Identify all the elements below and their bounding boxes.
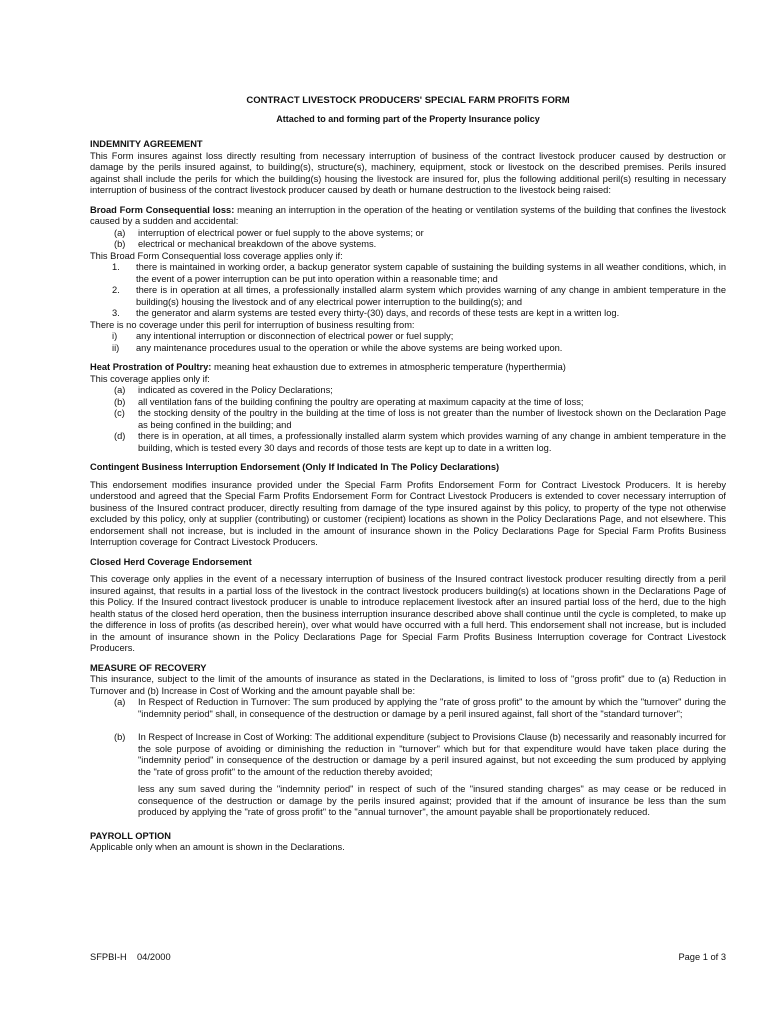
list-marker: 3. (112, 308, 120, 318)
list-text: indicated as covered in the Policy Declarations; (138, 385, 333, 395)
list-text: the generator and alarm systems are tested every thirty-(30) days, and records of these tests are kept in a written log. (136, 308, 620, 318)
list-item (90, 239, 726, 251)
indemnity-text: This Form insures against loss directly resulting from necessary interruption of business of the contract livestock producer caused by destruction or damage by the perils insured against, to building(s), structure(s), machinery, equipment, stock or livestock on the described premises. Perils insured against shall include the perils for which the building(s) housing the livestock are insured for, plus the following additional peril(s) resulting in necessary interruption of business of the contract livestock producer caused by death or humane destruction to the livestock being raised: (90, 150, 726, 195)
heat-applies: This coverage applies only if: (90, 373, 210, 384)
list-marker: (c) (114, 408, 125, 418)
list-item (90, 228, 726, 240)
recovery-heading: MEASURE OF RECOVERY (90, 662, 207, 673)
payroll-heading: PAYROLL OPTION (90, 830, 171, 841)
payroll-section (90, 831, 726, 854)
list-text: there is in operation, at all times, a professionally installed alarm system which provides warning of any change in ambient temperature in the building, which is tested every 30 days and records of those tests are kept up to date in a written log. (138, 431, 726, 453)
contingent-text: This endorsement modifies insurance provided under the Special Farm Profits Endorsement Form for Contract Livestock Producers. It is hereby understood and agreed that the Special Farm Profits Endorsement Form for Contract Livestock Producers is extended to cover necessary interruption of business of the Insured contract producer, directly resulting from damage of the type insured against by this policy, to property of the type not otherwise excluded by this policy, only at supplier (contributing) or customer (recipient) locations as shown in the Policy Declarations Page, and not elsewhere. This endorsement shall not increase, but is included in the amount of insurance shown in the Policy Declarations Page for Special Farm Profits Business Interruption coverage for Contract Livestock Producers. (90, 479, 726, 547)
page-number: Page 1 of 3 (678, 952, 726, 962)
no-coverage-text: There is no coverage under this peril for interruption of business resulting from: (90, 319, 415, 330)
contingent-section (90, 462, 726, 549)
list-item (90, 397, 726, 409)
list-text: interruption of electrical power or fuel supply to the above systems; or (138, 227, 424, 238)
payroll-text: Applicable only when an amount is shown in the Declarations. (90, 842, 345, 852)
list-text: all ventilation fans of the building confining the poultry are operating at maximum capacity at the time of loss; (138, 396, 584, 407)
list-item (90, 732, 726, 778)
recovery-intro: This insurance, subject to the limit of the amounts of insurance as stated in the Declarations, is limited to loss of "gross profit" due to (a) Reduction in Turnover and (b) Increase in Cost of Working and the amount payable shall be: (90, 674, 726, 696)
list-item (90, 285, 726, 308)
list-marker: i) (112, 331, 118, 341)
list-item (90, 385, 726, 397)
list-item (90, 408, 726, 431)
list-text: there is maintained in working order, a backup generator system capable of sustaining the building systems in all weather conditions, which, in the event of a power interruption can be put into operation within a reasonable time; and (136, 262, 726, 284)
heat-prostration-section (90, 362, 726, 454)
heat-prostration-intro: meaning heat exhaustion due to extremes in atmospheric temperature (hyperthermia) (211, 362, 566, 372)
list-item (90, 431, 726, 454)
list-marker: ii) (112, 342, 120, 353)
closed-herd-section (90, 557, 726, 655)
list-text: In Respect of Reduction in Turnover: The sum produced by applying the "rate of gross profit" to the amount by which the "turnover" during the "indemnity period" shall, in consequence of the destruction or damage by a peril insured against, fall short of the "standard turnover"; (138, 697, 726, 719)
list-item (90, 308, 726, 320)
closed-herd-text: This coverage only applies in the event of a necessary interruption of business of the Insured contract livestock producer resulting directly from a peril insured against, that results in a partial loss of the livestock in the contract livestock producers building(s) at locations shown in the Declarations Page of this Policy. If the Insured contract livestock producer is unable to introduce replacement livestock after an insured partial loss of the herd, due to the high health status of the closed herd operation, then the business interruption insurance described above shall continue until the cycle is completed, to make up the difference in loss of profits (as described herein), over what would have occurred with a full herd. This endorsement shall not increase, but is included in the amount of insurance shown in the Policy Declarations Page for Special Farm Profits Business Interruption coverage for Contract Livestock Producers. (90, 574, 726, 653)
list-text: the stocking density of the poultry in the building at the time of loss is not greater than the number of livestock shown on the Declaration Page as being confined in the building; and (138, 408, 726, 430)
list-marker: 1. (112, 262, 120, 272)
broad-form-applies: This Broad Form Consequential loss coverage applies only if: (90, 250, 343, 261)
list-item (90, 331, 726, 343)
list-item (90, 262, 726, 285)
list-item (90, 697, 726, 720)
page-footer (90, 952, 726, 964)
indemnity-section (90, 139, 726, 197)
list-text: any maintenance procedures usual to the operation or while the above systems are being worked upon. (136, 342, 563, 353)
closed-herd-heading: Closed Herd Coverage Endorsement (90, 556, 252, 567)
list-marker: (a) (114, 697, 126, 707)
contingent-heading: Contingent Business Interruption Endorsement (Only If Indicated In The Policy Declarations) (90, 462, 500, 472)
heat-prostration-heading: Heat Prostration of Poultry: (90, 362, 212, 372)
list-text: In Respect of Increase in Cost of Working: The additional expenditure (subject to Provisions Clause (b) necessarily and reasonably incurred for the sole purpose of avoiding or diminishing the reduction in "turnover" which but for that expenditure would have taken place during the "indemnity period" in consequence of the destruction or damage by a peril insured against, but not exceeding the sum produced by applying the "rate of gross profit" to the amount of the reduction thereby avoided; (138, 732, 726, 777)
document-subtitle: Attached to and forming part of the Property Insurance policy (276, 113, 540, 124)
list-marker: 2. (112, 285, 120, 295)
list-marker: (b) (114, 732, 126, 742)
heat-prostration-intro-paragraph (90, 362, 726, 374)
broad-form-heading: Broad Form Consequential loss: (90, 204, 235, 215)
broad-form-intro: meaning an interruption in the operation of the heating or ventilation systems of the building that confines the livestock caused by a sudden and accidental: (90, 204, 726, 226)
indemnity-heading: INDEMNITY AGREEMENT (90, 139, 203, 149)
list-marker: (b) (114, 396, 126, 407)
list-marker: (d) (114, 431, 126, 441)
document-title: CONTRACT LIVESTOCK PRODUCERS' SPECIAL FARM PROFITS FORM (246, 95, 570, 106)
list-marker: (a) (114, 227, 126, 238)
list-text: there is in operation at all times, a professionally installed alarm system which provides warning of any change in ambient temperature in the building(s) housing the livestock and of any electrical power interruption to the building(s); and (136, 285, 726, 307)
form-code: SFPBI-H 04/2000 (90, 952, 171, 962)
recovery-item-b-continuation: less any sum saved during the "indemnity period" in respect of such of the "insured standing charges" as may cease or be reduced in consequence of the destruction or damage by the perils insured against; provided that if the amount of insurance be less than the sum produced by applying the "rate of gross profit" to the "annual turnover", the amount payable shall be proportionately reduced. (138, 784, 726, 817)
list-text: electrical or mechanical breakdown of the above systems. (138, 239, 377, 249)
list-text: any intentional interruption or disconnection of electrical power or fuel supply; (136, 331, 454, 341)
recovery-section (90, 663, 726, 819)
list-marker: (b) (114, 239, 126, 249)
list-item (90, 343, 726, 355)
broad-form-intro-paragraph (90, 205, 726, 228)
broad-form-section (90, 205, 726, 355)
list-marker: (a) (114, 385, 126, 395)
